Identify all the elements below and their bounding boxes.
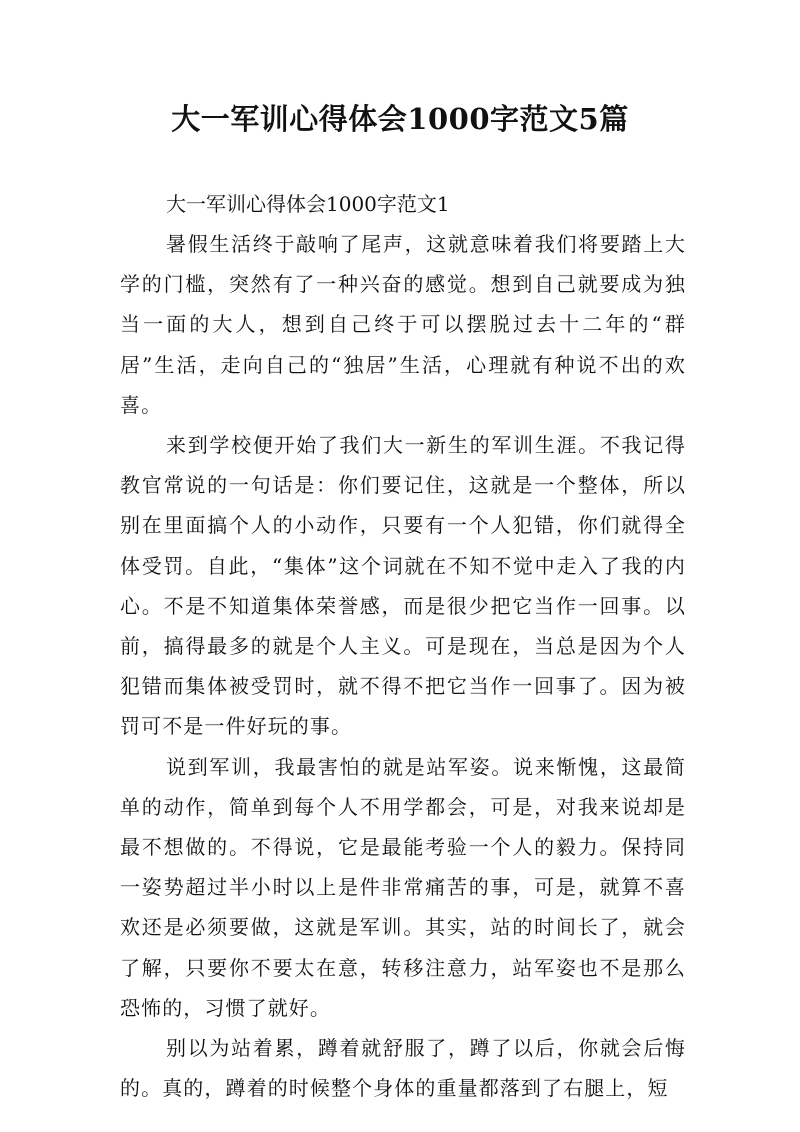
paragraph-2: 来到学校便开始了我们大一新生的军训生涯。不我记得教官常说的一句话是：你们要记住，这就是一个整体，所以别在里面搞个人的小动作，只要有一个人犯错，你们就得全体受罚。自此，“集体”这个词就在不知不觉中走入了我的内心。不是不知道集体荣誉感，而是很少把它当作一回事。以前，搞得最多的就是个人主义。可是现在，当总是因为个人犯错而集体被受罚时，就不得不把它当作一回事了。因为被罚可不是一件好玩的事。	[120, 433, 686, 739]
paragraph-3: 说到军训，我最害怕的就是站军姿。说来惭愧，这最简单的动作，简单到每个人不用学都会，可是，对我来说却是最不想做的。不得说，它是最能考验一个人的毅力。保持同一姿势超过半小时以上是件非常痛苦的事，可是，就算不喜欢还是必须要做，这就是军训。其实，站的时间长了，就会了解，只要你不要太在意，转移注意力，站军姿也不是那么恐怖的，习惯了就好。	[120, 754, 686, 1020]
paragraph-4: 别以为站着累，蹲着就舒服了，蹲了以后，你就会后悔的。真的，蹲着的时候整个身体的重量都落到了右腿上，短	[120, 1036, 686, 1101]
document-title: 大一军训心得体会1000字范文5篇	[171, 102, 629, 136]
document-body	[120, 184, 686, 1108]
paragraph-1: 暑假生活终于敲响了尾声，这就意味着我们将要踏上大学的门槛，突然有了一种兴奋的感觉。想到自己就要成为独当一面的大人，想到自己终于可以摆脱过去十二年的“群居”生活，走向自己的“独居”生活，心理就有种说不出的欢喜。	[120, 232, 686, 417]
section-heading: 大一军训心得体会1000字范文1	[166, 192, 450, 216]
